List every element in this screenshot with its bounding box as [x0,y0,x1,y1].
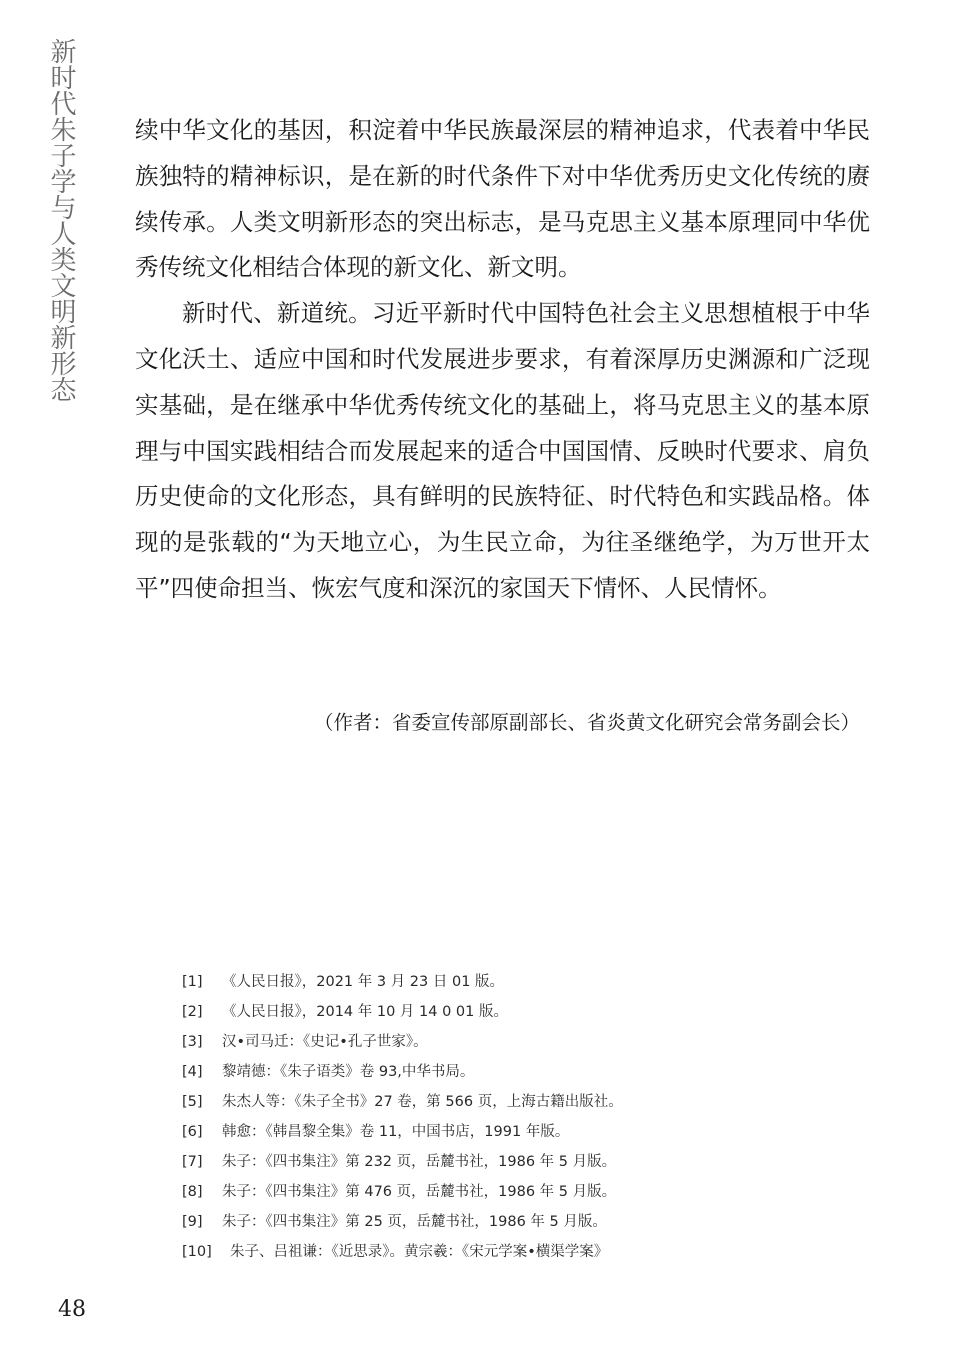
footnote-item [182,1117,882,1147]
footnote-item [182,1147,882,1177]
footnote-text: 朱子：《四书集注》第 476 页，岳麓书社，1986 年 5 月版。 [222,1184,617,1200]
footnote-number: [2] [182,1004,203,1020]
footnote-item [182,997,882,1027]
footnote-item [182,1237,882,1267]
footnote-text: 《人民日报》，2014 年 10 月 14 0 01 版。 [222,1004,508,1020]
footnote-item [182,967,882,997]
paragraph-new-era: 新时代、新道统。习近平新时代中国特色社会主义思想植根于中华文化沃土、适应中国和时代发展进步要求，有着深厚历史渊源和广泛现实基础，是在继承中华优秀传统文化的基础上，将马克思主义的基本原理与中国实践相结合而发展起来的适合中国国情、反映时代要求、肩负历史使命的文化形态，具有鲜明的民族特征、时代特色和实践品格。体现的是张载的“为天地立心，为生民立命，为往圣继绝学，为万世开太平”四使命担当、恢宏气度和深沉的家国天下情怀、人民情怀。 [135,299,870,602]
footnote-item [182,1177,882,1207]
footnote-text: 汉•司马迁：《史记•孔子世家》。 [222,1034,428,1050]
footnote-text: 韩愈：《韩昌黎全集》卷 11，中国书店，1991 年版。 [222,1124,570,1140]
footnote-number: [8] [182,1184,203,1200]
footnote-text: 《人民日报》，2021 年 3 月 23 日 01 版。 [222,974,505,990]
footnote-text: 朱子：《四书集注》第 25 页，岳麓书社，1986 年 5 月版。 [222,1214,607,1230]
footnote-list [182,967,882,1267]
footnote-number: [1] [182,974,203,990]
paragraph-continuation: 续中华文化的基因，积淀着中华民族最深层的精神追求，代表着中华民族独特的精神标识，是在新的时代条件下对中华优秀历史文化传统的赓续传承。人类文明新形态的突出标志，是马克思主义基本原理同中华优秀传统文化相结合体现的新文化、新文明。 [135,116,870,282]
author-note: （作者：省委宣传部原副部长、省炎黄文化研究会常务副会长） [313,711,860,734]
body-text [135,108,870,612]
footnote-number: [5] [182,1094,203,1110]
running-title: 新时代朱子学与人类文明新形态 [46,38,76,402]
footnote-number: [10] [182,1244,212,1260]
footnote-item [182,1207,882,1237]
footnote-text: 朱子、吕祖谦：《近思录》。黄宗羲：《宋元学案•横渠学案》 [230,1244,609,1260]
footnote-item [182,1027,882,1057]
footnote-number: [9] [182,1214,203,1230]
footnote-number: [4] [182,1064,203,1080]
footnote-text: 朱杰人等：《朱子全书》27 卷，第 566 页，上海古籍出版社。 [222,1094,623,1110]
footnote-number: [7] [182,1154,203,1170]
footnote-text: 黎靖德：《朱子语类》卷 93,中华书局。 [222,1064,475,1080]
footnote-text: 朱子：《四书集注》第 232 页，岳麓书社，1986 年 5 月版。 [222,1154,617,1170]
footnote-item [182,1057,882,1087]
footnote-item [182,1087,882,1117]
page-number: 48 [58,1297,86,1322]
footnote-number: [6] [182,1124,203,1140]
footnote-number: [3] [182,1034,203,1050]
